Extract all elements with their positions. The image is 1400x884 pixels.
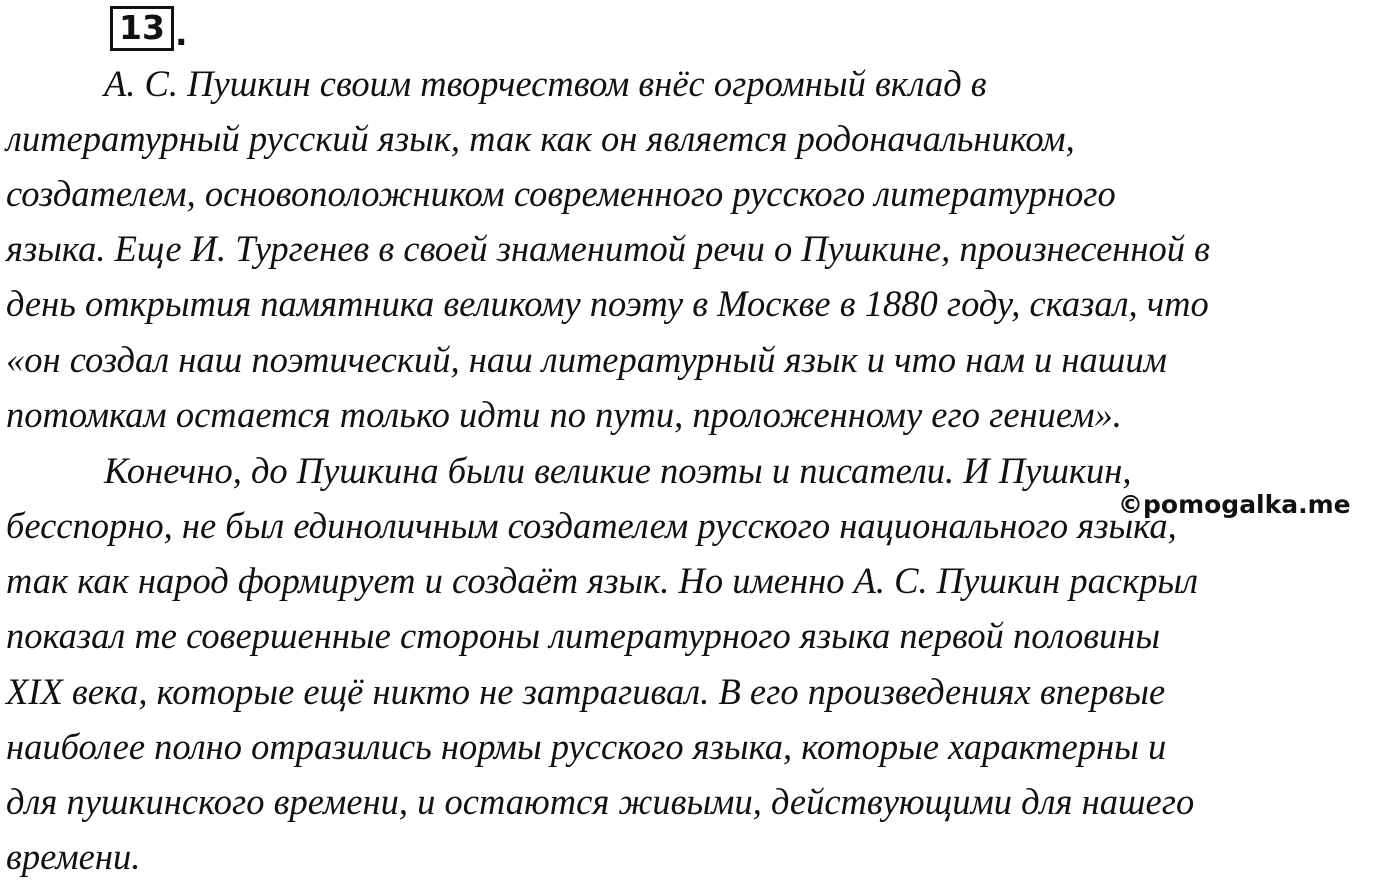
paragraph-1-line-4: языка. Еще И. Тургенев в своей знаменитой речи о Пушкине, произнесенной в bbox=[6, 228, 1210, 269]
paragraph-1-line-1: А. С. Пушкин своим творчеством внёс огромный вклад в bbox=[104, 63, 987, 104]
paragraph-2-line-5: XIX века, которые ещё никто не затрагивал. В его произведениях впервые bbox=[6, 671, 1166, 712]
paragraph-1-line-7: потомкам остается только идти по пути, проложенному его гением». bbox=[6, 394, 1122, 435]
task-number bbox=[110, 6, 187, 51]
paragraph-2-line-6: наиболее полно отразились нормы русского языка, которые характерны и bbox=[6, 726, 1167, 767]
task-number-box: 13 bbox=[110, 6, 174, 51]
paragraph-1-line-5: день открытия памятника великому поэту в Москве в 1880 году, сказал, что bbox=[6, 283, 1209, 324]
paragraph-2-line-2: бесспорно, не был единоличным создателем русского национального языка, bbox=[6, 505, 1177, 546]
paragraph-1-line-3: создателем, основоположником современного русского литературного bbox=[6, 173, 1116, 214]
task-number-dot: . bbox=[174, 14, 188, 53]
paragraph-1-line-2: литературный русский язык, так как он является родоначальником, bbox=[6, 118, 1075, 159]
paragraph-2-line-1: Конечно, до Пушкина были великие поэты и писатели. И Пушкин, bbox=[104, 450, 1132, 491]
paragraph-2-line-4: показал те совершенные стороны литературного языка первой половины bbox=[6, 615, 1161, 656]
paragraph-2-line-8: времени. bbox=[6, 836, 141, 877]
paragraph-2-line-3: так как народ формирует и создаёт язык. Но именно А. С. Пушкин раскрыл bbox=[6, 560, 1199, 601]
paragraph-2-line-7: для пушкинского времени, и остаются живыми, действующими для нашего bbox=[6, 781, 1195, 822]
watermark-text: ©pomogalka.me bbox=[1118, 490, 1351, 519]
paragraph-1-line-6: «он создал наш поэтический, наш литературный язык и что нам и нашим bbox=[6, 339, 1167, 380]
